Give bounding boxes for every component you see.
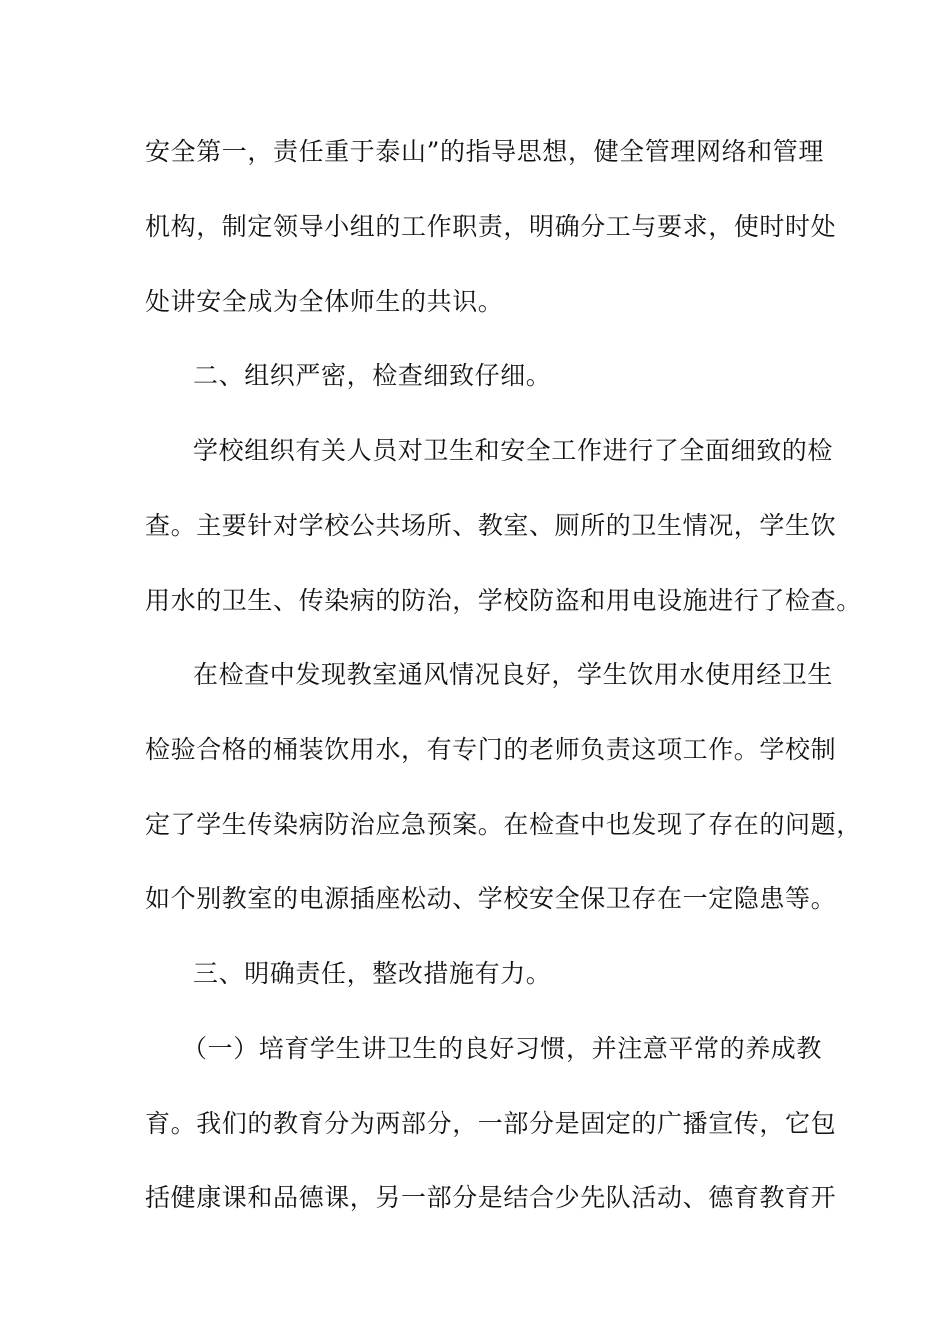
text-line: 学校组织有关人员对卫生和安全工作进行了全面细致的检	[193, 436, 834, 465]
text-line: （一）培育学生讲卫生的良好习惯，并注意平常的养成教	[182, 1034, 823, 1063]
text-line: 检验合格的桶装饮用水，有专门的老师负责这项工作。学校制	[145, 735, 837, 764]
text-line: 用水的卫生、传染病的防治，学校防盗和用电设施进行了检查。	[145, 586, 862, 615]
text-line: 在检查中发现教室通风情况良好，学生饮用水使用经卫生	[193, 660, 834, 689]
text-line: 育。我们的教育分为两部分，一部分是固定的广播宣传，它包	[145, 1109, 837, 1138]
text-line: 处讲安全成为全体师生的共识。	[145, 287, 504, 316]
section-heading: 三、明确责任，整改措施有力。	[193, 959, 552, 988]
text-line: 查。主要针对学校公共场所、教室、厕所的卫生情况，学生饮	[145, 511, 837, 540]
text-line: 如个别教室的电源插座松动、学校安全保卫存在一定隐患等。	[145, 884, 837, 913]
text-line: 安全第一，责任重于泰山”的指导思想，健全管理网络和管理	[145, 137, 824, 166]
text-line: 定了学生传染病防治应急预案。在检查中也发现了存在的问题，	[145, 810, 862, 839]
section-heading: 二、组织严密，检查细致仔细。	[193, 361, 552, 390]
text-line: 括健康课和品德课，另一部分是结合少先队活动、德育教育开	[145, 1183, 837, 1212]
text-line: 机构，制定领导小组的工作职责，明确分工与要求，使时时处	[145, 212, 837, 241]
